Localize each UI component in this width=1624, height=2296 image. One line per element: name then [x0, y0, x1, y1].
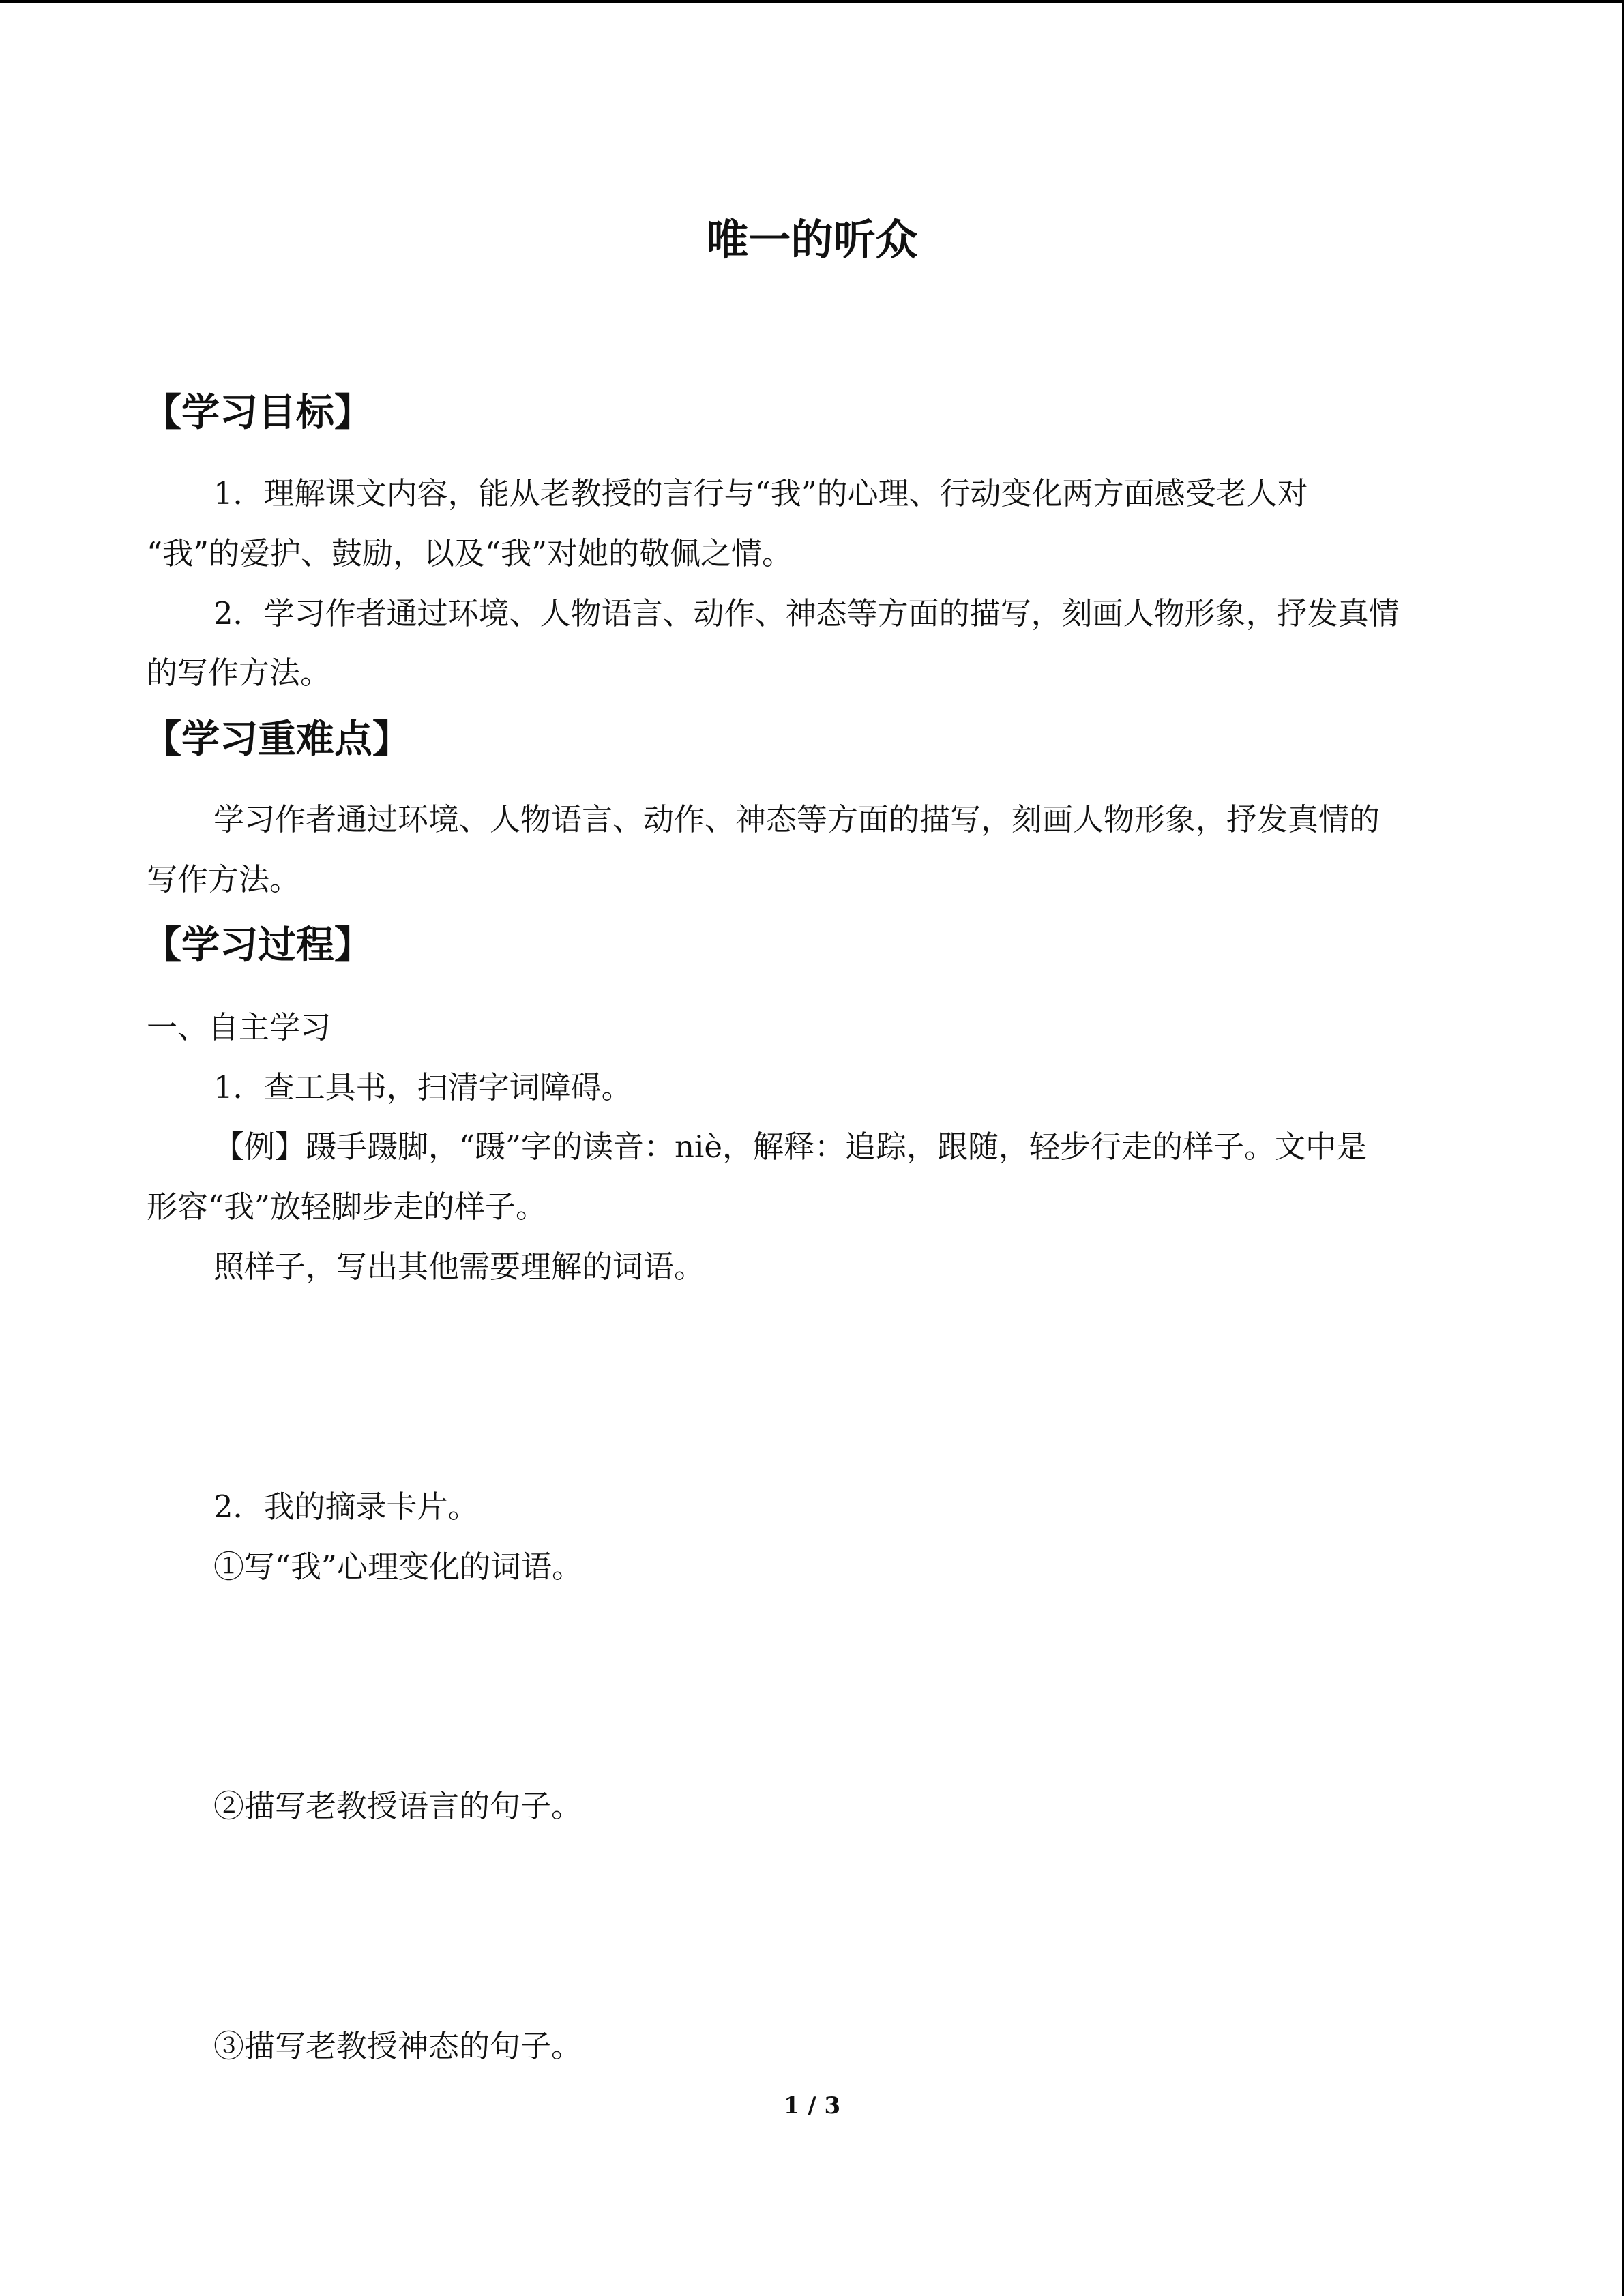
objective-2-line-1: 2．学习作者通过环境、人物语言、动作、神态等方面的描写，刻画人物形象，抒发真情 — [213, 595, 1400, 631]
objective-1-line-1: 1．理解课文内容，能从老教授的言行与“我”的心理、行动变化两方面感受老人对 — [213, 475, 1308, 511]
part-1-title: 一、自主学习 — [147, 1009, 331, 1045]
page-number: 1 / 3 — [783, 2092, 841, 2119]
step-2: 2．我的摘录卡片。 — [213, 1489, 479, 1525]
card-3-prompt: ③描写老教授神态的句子。 — [213, 2028, 582, 2064]
objective-1-line-2: “我”的爱护、鼓励，以及“我”对她的敬佩之情。 — [147, 535, 793, 571]
process-heading: 【学习过程】 — [143, 923, 372, 968]
document-title: 唯一的听众 — [706, 215, 918, 265]
card-1-prompt: ①写“我”心理变化的词语。 — [213, 1549, 583, 1585]
objectives-heading: 【学习目标】 — [143, 391, 372, 435]
key-points-line-1: 学习作者通过环境、人物语言、动作、神态等方面的描写，刻画人物形象，抒发真情的 — [213, 801, 1381, 837]
example-line-2: 形容“我”放轻脚步走的样子。 — [147, 1189, 547, 1225]
example-line-1: 【例】蹑手蹑脚，“蹑”字的读音：niè，解释：追踪，跟随，轻步行走的样子。文中是 — [213, 1129, 1368, 1165]
step-1: 1．查工具书，扫清字词障碍。 — [213, 1069, 632, 1105]
objective-2-line-2: 的写作方法。 — [147, 655, 331, 691]
key-points-line-2: 写作方法。 — [147, 861, 301, 897]
key-points-heading: 【学习重难点】 — [143, 717, 411, 762]
instruction-line: 照样子，写出其他需要理解的词语。 — [213, 1249, 705, 1285]
card-2-prompt: ②描写老教授语言的句子。 — [213, 1788, 582, 1824]
